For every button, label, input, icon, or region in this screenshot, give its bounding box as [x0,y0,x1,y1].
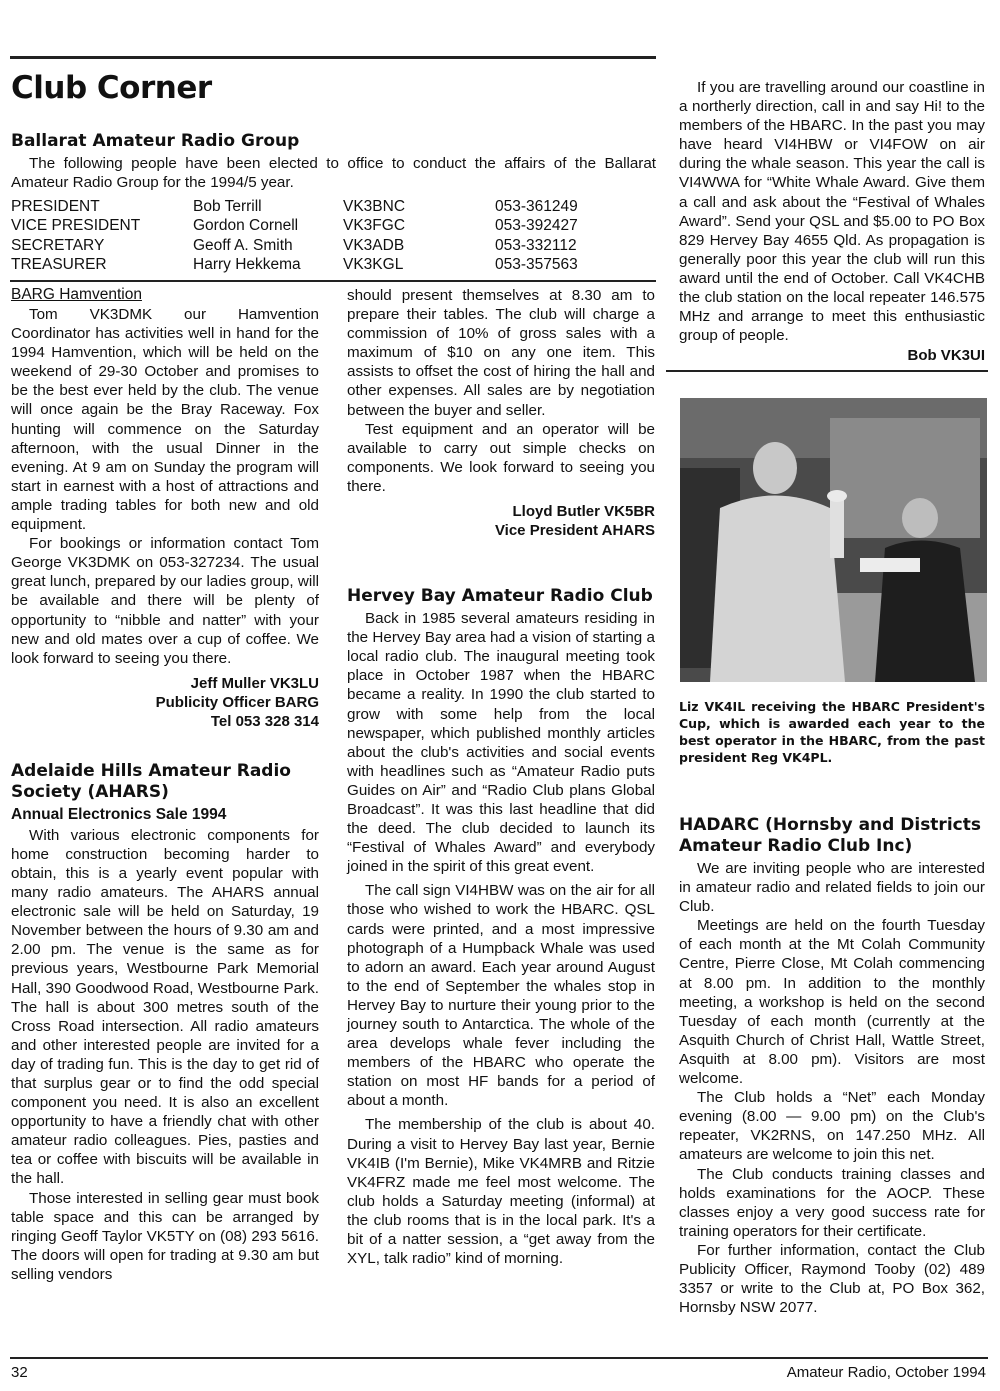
column-3 [679,78,985,365]
officer-name: Geoff A. Smith [193,236,293,254]
hadarc-paragraph-2: Meetings are held on the fourth Tuesday of each month at the Mt Colah Community Centre, Pierre Close, Mt Colah commencing at 8.00 pm. In addition to the monthly meeting, a workshop is held on the second Tuesday of each month (currently at the Asquith Church of Christ Hall, Wattle Street, Asquith at 8.00 pm). Visitors are most welcome. [679,917,985,1088]
hadarc-section [679,815,985,1317]
officer-name: Gordon Cornell [193,217,299,235]
hbarc-paragraph-4: If you are travelling around our coastline in a northerly direction, call in and say Hi! to the members of the HBARC. In the past you may have heard VI4HBW or VI4FOW on air during the whale season. This year the call is VI4WWA for “White Whale Award. Give them a call and ask about the “Festival of Whales Award”. Send your QSL and $5.00 to PO Box 829 Hervey Bay 4655 Qld. As propagation is generally poor this year the club will run this award until the end of October. Call VK4CHB the club station on the local repeater 146.575 MHz and arrange to meet this enthusiastic group of people. [679,79,985,345]
officer-row [11,236,578,256]
officer-name: Bob Terrill [193,197,262,215]
hbarc-heading: Hervey Bay Amateur Radio Club [347,586,653,607]
hbarc-signature: Bob VK3UI [907,347,985,365]
top-rule [10,56,656,59]
officer-role: SECRETARY [11,236,105,254]
hbarc-paragraph-1: Back in 1985 several amateurs residing in the Hervey Bay area had a vision of starting a local radio club. The inaugural meeting took place in October 1987 when the HBARC became a reality. In 1990 the club started to grow with some help from the local newspaper, which published monthly articles about the club's activities and social events with headlines such as “Amateur Radio puts Guides on Air” and “Radio Club plans Global Broadcast”. It was this last headline that did the deed. The club decided to launch its “Festival of Whales Award” and everybody joined in the spirit of this great event. [347,610,655,876]
ahars-signature-title: Vice President AHARS [494,522,655,540]
hadarc-paragraph-5: For further information, contact the Club Publicity Officer, Raymond Tooby (02) 489 3357 or write to the Club at, PO Box 362, Hornsby NSW 2077. [679,1241,985,1317]
column-rule-right [666,370,988,372]
club-photo-illustration [680,398,987,682]
officer-row [11,197,578,217]
ahars-paragraph-3: should present themselves at 8.30 am to prepare their tables. The club will charge a commission of 10% of gross sales with a maximum of $10 on any one item. This assists to offset the cost of hiring the hall and other expenses. All sales are by negotiation between the buyer and seller. [347,287,655,419]
officer-role: TREASURER [11,256,107,274]
officer-row [11,256,578,276]
ahars-paragraph-4: Test equipment and an operator will be available to carry out simple checks on components. We look forward to seeing you there. [347,420,655,495]
officer-call: VK3FGC [343,217,406,235]
barg-signature-name: Jeff Muller VK3LU [190,674,319,692]
hadarc-paragraph-4: The Club conducts training classes and holds examinations for the AOCP. These classes enjoy a very good success rate for training operators for their certificate. [679,1165,985,1240]
club-photo [680,398,987,682]
barg-paragraph-1: Tom VK3DMK our Hamvention Coordinator has activities well in hand for the 1994 Hamvention, which will be held on the weekend of 29-30 October and promises to be the best ever held by the club. The venue will once again be the Bray Raceway. Fox hunting will commence on the Saturday afternoon, with the usual Dinner in the evening. At 9 am on Sunday the program will start in earnest with a host of attractions and ample trading tables for both new and old equipment. [11,306,319,534]
barg-subheading: BARG Hamvention [11,286,142,303]
hadarc-paragraph-1: We are inviting people who are interested in amateur radio and related fields to join our Club. [679,860,985,916]
photo-caption: Liz VK4IL receiving the HBARC President's Cup, which is awarded each year to the best operator in the HBARC, from the past president Reg VK4PL. [679,699,985,765]
ballarat-heading: Ballarat Amateur Radio Group [11,131,300,151]
column-1 [11,285,319,1284]
ahars-signature [347,502,655,540]
hbarc-paragraph-3: The membership of the club is about 40. During a visit to Hervey Bay last year, Bernie VK4IB (I'm Bernie), Mike VK4MRB and Ritzie VK4FRZ made me feel most welcome. The club holds a Saturday meeting (informal) at the club rooms that is in the local park. It's a bit of a natter session, a “get away from the XYL, talk radio” kind of morning. [347,1116,655,1268]
barg-signature [11,674,319,731]
officer-role: VICE PRESIDENT [11,217,141,235]
barg-paragraph-2: For bookings or information contact Tom George VK3DMK on 053-327234. The usual great lunch, prepared by our ladies group, will be available and there will be plenty of opportunity to “nibble and natter” with your new and old mates over a cup of coffee. We look forward to seeing you there. [11,535,319,667]
ballarat-intro: The following people have been elected to office to conduct the affairs of the Ballarat Amateur Radio Group for the 1994/5 year. [11,155,656,192]
hbarc-paragraph-2: The call sign VI4HBW was on the air for all those who wished to work the HBARC. QSL cards were printed, and a most impressive photograph of a Humpback Whale was used to adorn an award. Each year around August to the end of September the whales stop in Hervey Bay to nurture their young prior to the journey south to Antarctica. The whole of the area develops whale fever including the members of the HBARC who operate the station on most HF bands for a period of about a month. [347,882,655,1110]
publication-footer: Amateur Radio, October 1994 [786,1364,986,1381]
page-number: 32 [11,1364,28,1381]
officer-phone: 053-332112 [495,236,577,254]
barg-signature-tel: Tel 053 328 314 [210,712,319,730]
table-rule [10,280,656,282]
officer-call: VK3BNC [343,197,406,215]
page-title: Club Corner [11,70,212,106]
ahars-paragraph-2: Those interested in selling gear must book table space and this can be arranged by ringing Geoff Taylor VK5TY on (08) 293 5616. The doors will open for trading at 9.30 am but selling vendors [11,1189,319,1283]
officer-row [11,217,578,237]
officer-call: VK3ADB [343,236,405,254]
bottom-rule [10,1357,988,1359]
officer-call: VK3KGL [343,256,404,274]
ahars-paragraph-1: With various electronic components for home construction becoming harder to obtain, this is a yearly event popular with many radio amateurs. The AHARS annual electronic sale will be held on Saturday, 19 November between the hours of 9.30 am and 2.00 pm. The venue is the same as for previous years, Westbourne Park Memorial Hall, 390 Goodwood Road, Westbourne Park. The hall is about 300 metres south of the Cross Road intersection. All radio amateurs and other interested people are invited for a day of trading fun. This is the day to get rid of that surplus gear or to find the odd special component you need. It is also an excellent opportunity to have a friendly chat with other amateur radio colleagues. Pies, pasties and tea or coffee with biscuits will be available in the hall. [11,826,319,1188]
ahars-signature-name: Lloyd Butler VK5BR [512,503,655,521]
hadarc-heading: HADARC (Hornsby and Districts Amateur Radio Club Inc) [679,815,981,856]
officer-phone: 053-357563 [495,256,578,274]
officer-name: Harry Hekkema [193,256,301,274]
ahars-heading: Adelaide Hills Amateur Radio Society (AHARS) [11,760,291,802]
officer-table [11,197,578,275]
officer-phone: 053-392427 [495,217,578,235]
officer-role: PRESIDENT [11,197,100,215]
ahars-subheading: Annual Electronics Sale 1994 [11,805,227,823]
officer-phone: 053-361249 [495,197,578,215]
hadarc-paragraph-3: The Club holds a “Net” each Monday evening (8.00 — 9.00 pm) on the Club's repeater, VK2RNS, on 147.250 MHz. All amateurs are welcome to join this net. [679,1089,985,1164]
barg-signature-title: Publicity Officer BARG [155,693,319,711]
column-2 [347,286,655,1268]
